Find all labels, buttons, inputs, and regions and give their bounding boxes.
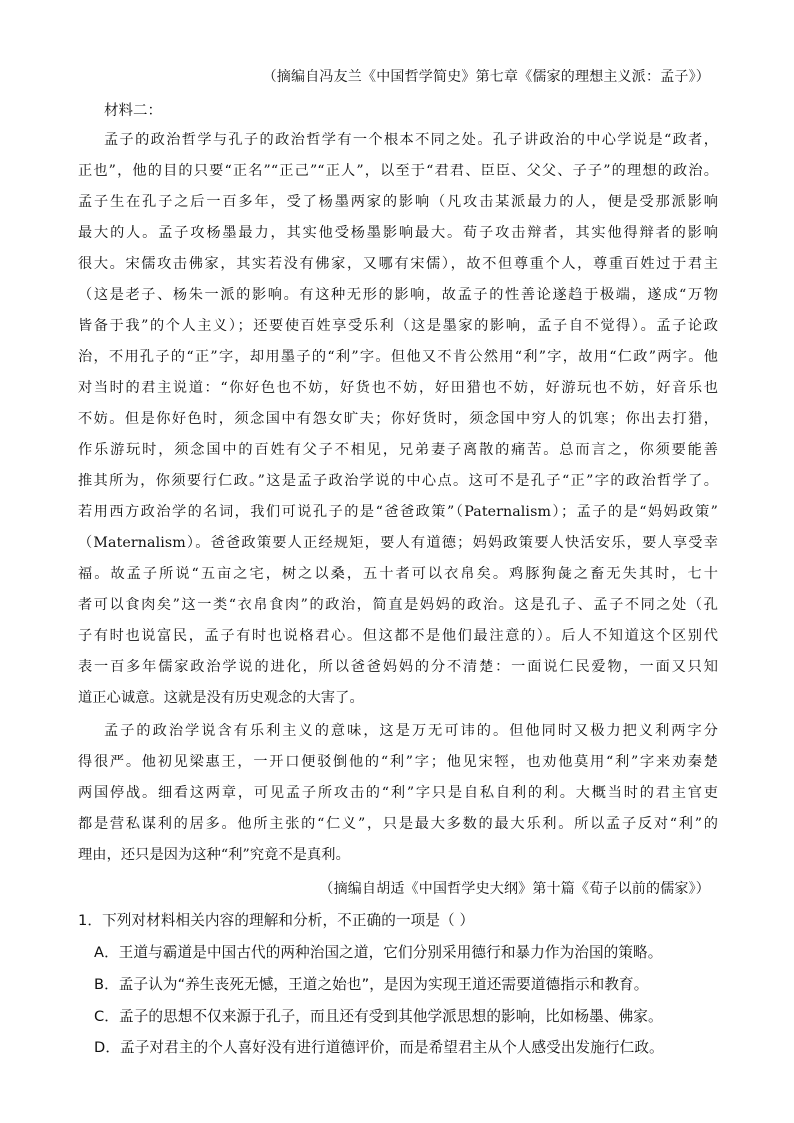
option-c: C．孟子的思想不仅来源于孔子，而且还有受到其他学派思想的影响，比如杨墨、佛家。 — [94, 1008, 663, 1025]
paragraph-line: 皆备于我”的个人主义）；还要使百姓享受乐利（这是墨家的影响，孟子自不觉得）。孟子论政 — [78, 318, 718, 334]
paragraph-line: 很大。宋儒攻击佛家，其实若没有佛家，又哪有宋儒），故不但尊重个人，尊重百姓过于君主 — [78, 256, 718, 272]
paragraph-line: 者可以食肉矣”这一类“衣帛食肉”的政治，简直是妈妈的政治。这是孔子、孟子不同之处（孔 — [78, 597, 718, 613]
paragraph-line: 表一百多年儒家政治学说的进化，所以爸爸妈妈的分不清楚：一面说仁民爱物，一面又只知 — [78, 659, 718, 675]
source-citation-2: （摘编自胡适《中国哲学史大纲》第十篇《荀子以前的儒家》） — [319, 881, 710, 897]
paragraph-line: 孟子的政治学说含有乐利主义的意味，这是万无可讳的。但他同时又极力把义利两字分 — [104, 723, 718, 739]
paragraph-line: 不妨。但是你好色时，须念国中有怨女旷夫；你好货时，须念国中穷人的饥寒；你出去打猎， — [78, 411, 718, 427]
paragraph-line: 孟子生在孔子之后一百多年，受了杨墨两家的影响（凡攻击某派最力的人，便是受那派影响 — [78, 194, 718, 210]
paragraph-line: 推其所为，你须要行仁政。”这是孟子政治学说的中心点。这可不是孔子“正”字的政治哲学了。 — [78, 473, 718, 489]
paragraph-line: 两国停战。细看这两章，可见孟子所攻击的“利”字只是自私自利的利。大概当时的君主官吏 — [78, 785, 718, 801]
paragraph-line: 福。故孟子所说“五亩之宅，树之以桑，五十者可以衣帛矣。鸡豚狗彘之畜无失其时，七十 — [78, 566, 718, 582]
paragraph-line: 都是营私谋利的居多。他所主张的“仁义”，只是最大多数的最大乐利。所以孟子反对“利”的 — [78, 816, 718, 832]
option-a: A．王道与霸道是中国古代的两种治国之道，它们分别采用德行和暴力作为治国的策略。 — [94, 944, 663, 961]
paragraph-line: 得很严。他初见梁惠王，一开口便驳倒他的“利”字；他见宋牼，也劝他莫用“利”字来劝秦楚 — [78, 754, 718, 770]
paragraph-line: 若用西方政治学的名词，我们可说孔子的是“爸爸政策”（Paternalism）；孟子的是“妈妈政策” — [78, 504, 718, 520]
material-label: 材料二： — [104, 103, 162, 119]
paragraph-line: 作乐游玩时，须念国中的百姓有父子不相见，兄弟妻子离散的痛苦。总而言之，你须要能善 — [78, 442, 718, 458]
option-b: B．孟子认为“养生丧死无憾，王道之始也”，是因为实现王道还需要道德指示和教育。 — [94, 976, 649, 993]
paragraph-line: 孟子的政治哲学与孔子的政治哲学有一个根本不同之处。孔子讲政治的中心学说是“政者， — [104, 132, 718, 148]
question-stem: 1．下列对材料相关内容的理解和分析，不正确的一项是（ ） — [78, 912, 475, 929]
paragraph-line: 治，不用孔子的“正”字，却用墨子的“利”字。但他又不肯公然用“利”字，故用“仁政”两字。他 — [78, 349, 718, 365]
paragraph-line: 理由，还只是因为这种“利”究竟不是真利。 — [78, 847, 350, 863]
source-citation-1: （摘编自冯友兰《中国哲学简史》第七章《儒家的理想主义派：孟子》） — [262, 69, 710, 85]
paragraph-line: 子有时也说富民，孟子有时也说格君心。但这都不是他们最注意的）。后人不知道这个区别代 — [78, 628, 718, 644]
paragraph-line: 道正心诚意。这就是没有历史观念的大害了。 — [78, 690, 364, 706]
paragraph-line: （Maternalism）。爸爸政策要人正经规矩，要人有道德；妈妈政策要人快活安乐，要人享受幸 — [78, 535, 718, 551]
option-d: D．孟子对君主的个人喜好没有进行道德评价，而是希望君主从个人感受出发施行仁政。 — [94, 1039, 664, 1056]
paragraph-line: （这是老子、杨朱一派的影响。有这种无形的影响，故孟子的性善论遂趋于极端，遂成“万物 — [78, 287, 718, 303]
paragraph-line: 对当时的君主说道：“你好色也不妨，好货也不妨，好田猎也不妨，好游玩也不妨，好音乐也 — [78, 380, 718, 396]
paragraph-line: 最大的人。孟子攻杨墨最力，其实他受杨墨影响最大。荀子攻击辩者，其实他得辩者的影响 — [78, 225, 718, 241]
paragraph-line: 正也”，他的目的只要“正名”“正己”“正人”，以至于“君君、臣臣、父父、子子”的理想的政治。 — [78, 163, 718, 179]
